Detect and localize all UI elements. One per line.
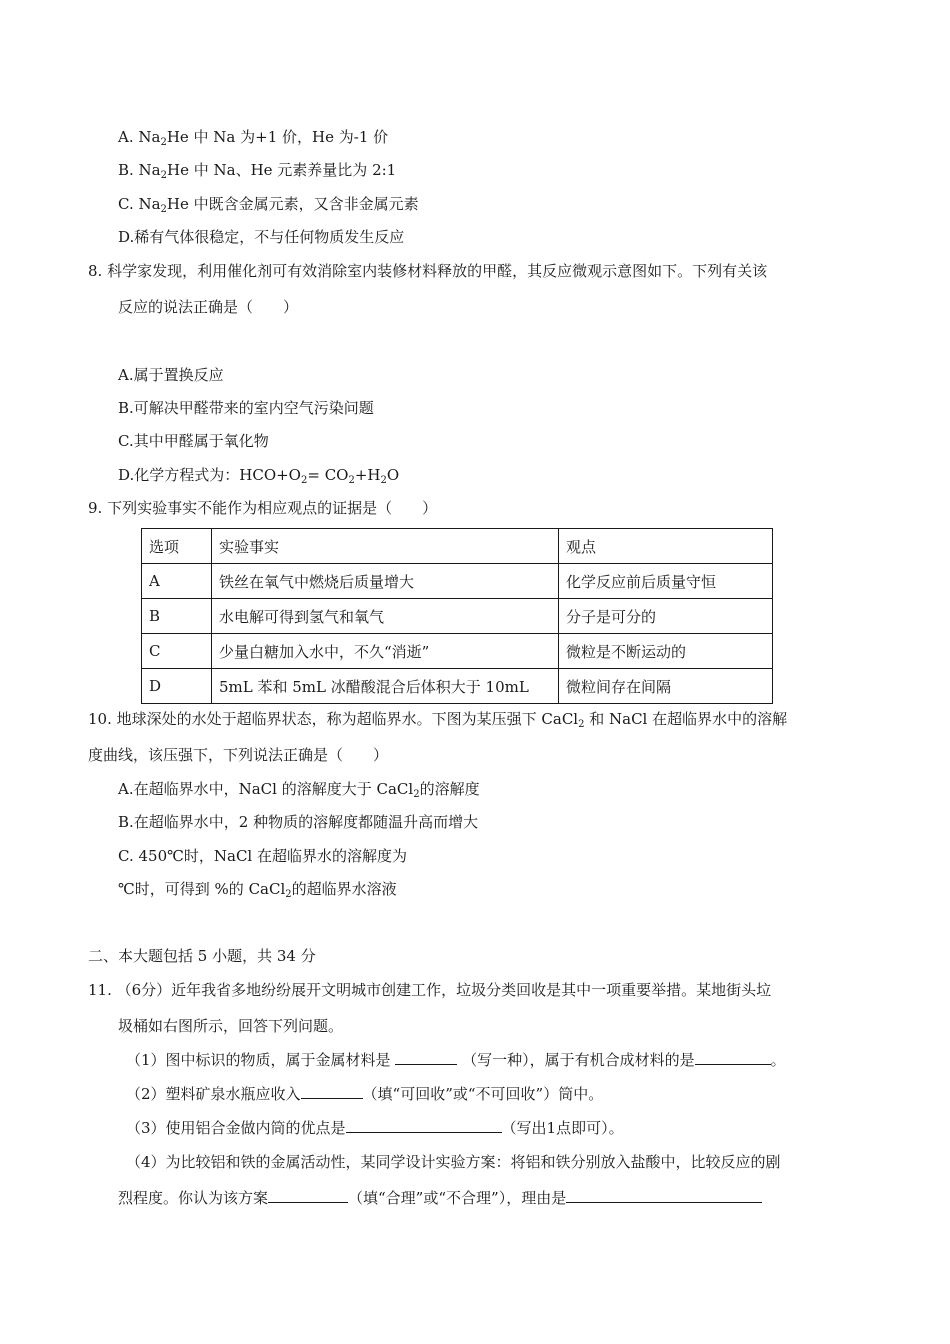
- q10-stem-line2: 度曲线，该压强下，下列说法正确是（ ）: [88, 746, 389, 764]
- q11-part4-line2: [118, 1188, 762, 1208]
- q11-part1-text-end: 。: [770, 1051, 786, 1069]
- q11-part2: [126, 1084, 603, 1104]
- q10-option-d-text: ℃时，可得到 %的 CaCl: [118, 880, 286, 898]
- q11-part4-text-mid: （填“合理”或“不合理”），理由是: [348, 1189, 567, 1207]
- table-cell: 铁丝在氧气中燃烧后质量增大: [212, 564, 559, 599]
- q7-option-c: [118, 194, 419, 214]
- q10-option-a-text: A.在超临界水中，NaCl 的溶解度大于 CaCl: [118, 780, 414, 798]
- equation-part: O: [386, 466, 400, 484]
- q11-part4-line1: （4）为比较铝和铁的金属活动性，某同学设计实验方案：将铝和铁分别放入盐酸中，比较反应的剧: [126, 1153, 781, 1171]
- subscript: 2: [160, 137, 167, 148]
- q7-option-a-text-end: He 中 Na 为+1 价，He 为-1 价: [166, 128, 389, 146]
- q10-option-d: [118, 879, 397, 899]
- q7-option-b-text-end: He 中 Na、He 元素养量比为 2:1: [167, 161, 397, 179]
- table-row: [142, 599, 773, 634]
- section-title: 二、本大题包括 5 小题，共 34 分: [88, 947, 316, 965]
- q11-stem-line1: 11. （6分）近年我省多地纷纷展开文明城市创建工作，垃圾分类回收是其中一项重要举措。某地街头垃: [88, 981, 772, 999]
- table-header-row: [142, 529, 773, 564]
- q11-part3: [126, 1118, 624, 1138]
- q7-option-a-text: A. Na: [118, 128, 161, 146]
- q11-part3-text-end: （写出1点即可）。: [501, 1119, 624, 1137]
- subscript: 2: [160, 170, 168, 181]
- q10-stem-line1: [88, 709, 787, 729]
- q8-stem-line1: 8. 科学家发现，利用催化剂可有效消除室内装修材料释放的甲醛，其反应微观示意图如下。下列有关该: [88, 262, 768, 280]
- q7-option-b: [118, 160, 396, 180]
- subscript: 2: [300, 475, 308, 486]
- q11-part1-text-mid: （写一种），属于有机合成材料的是: [457, 1051, 695, 1069]
- q8-option-a: A.属于置换反应: [118, 366, 224, 384]
- subscript: 2: [413, 789, 420, 800]
- table-cell: C: [142, 634, 212, 669]
- subscript: 2: [380, 475, 387, 486]
- q11-part2-text: （2）塑料矿泉水瓶应收入: [126, 1085, 301, 1103]
- q7-option-c-text-end: He 中既含金属元素，又含非金属元素: [166, 195, 419, 213]
- equation-part: +H: [354, 466, 381, 484]
- table-cell: 分子是可分的: [559, 599, 773, 634]
- subscript: 2: [160, 204, 167, 215]
- answer-blank[interactable]: [566, 1188, 762, 1203]
- q8-option-c: C.其中甲醛属于氧化物: [118, 432, 269, 450]
- answer-blank[interactable]: [346, 1118, 502, 1133]
- q10-stem-text: 10. 地球深处的水处于超临界状态，称为超临界水。下图为某压强下 CaCl: [88, 710, 579, 728]
- table-row: [142, 564, 773, 599]
- table-row: [142, 634, 773, 669]
- table-cell: 微粒是不断运动的: [559, 634, 773, 669]
- answer-blank[interactable]: [395, 1050, 457, 1065]
- q7-option-a: [118, 127, 388, 147]
- table-header-cell: 实验事实: [212, 529, 559, 564]
- q11-stem-line2: 圾桶如右图所示，回答下列问题。: [118, 1017, 344, 1035]
- q8-stem-line2: 反应的说法正确是（ ）: [118, 298, 299, 316]
- q9-stem: 9. 下列实验事实不能作为相应观点的证据是（ ）: [88, 499, 438, 517]
- q10-option-a: [118, 779, 480, 799]
- q7-option-c-text: C. Na: [118, 195, 161, 213]
- table-cell: 化学反应前后质量守恒: [559, 564, 773, 599]
- table-header-cell: 选项: [142, 529, 212, 564]
- q11-part4-text: 烈程度。你认为该方案: [118, 1189, 269, 1207]
- q7-option-b-text: B. Na: [118, 161, 161, 179]
- q9-table: [141, 528, 773, 704]
- q8-option-b: B.可解决甲醛带来的室内空气污染问题: [118, 399, 374, 417]
- q10-option-c: C. 450℃时，NaCl 在超临界水的溶解度为: [118, 847, 408, 865]
- table-cell: 水电解可得到氢气和氧气: [212, 599, 559, 634]
- table-cell: B: [142, 599, 212, 634]
- q11-part1-text: （1）图中标识的物质，属于金属材料是: [126, 1051, 396, 1069]
- subscript: 2: [285, 889, 292, 900]
- table-cell: D: [142, 669, 212, 704]
- table-row: [142, 669, 773, 704]
- q11-part3-text: （3）使用铝合金做内筒的优点是: [126, 1119, 346, 1137]
- table-header-cell: 观点: [559, 529, 773, 564]
- q10-option-b: B.在超临界水中，2 种物质的溶解度都随温升高而增大: [118, 813, 479, 831]
- table-cell: A: [142, 564, 212, 599]
- table-cell: 微粒间存在间隔: [559, 669, 773, 704]
- q8-option-d: [118, 465, 399, 485]
- q10-option-d-text-end: 的超临界水溶液: [291, 880, 397, 898]
- q7-option-d: D.稀有气体很稳定，不与任何物质发生反应: [118, 228, 405, 246]
- q11-part2-text-end: （填“可回收”或“不可回收”）筒中。: [362, 1085, 604, 1103]
- subscript: 2: [578, 719, 585, 730]
- table-cell: 少量白糖加入水中，不久“消逝”: [212, 634, 559, 669]
- equation-part: = CO: [307, 466, 349, 484]
- subscript: 2: [348, 475, 355, 486]
- q10-option-a-text-end: 的溶解度: [419, 780, 480, 798]
- q10-stem-text-end: 和 NaCl 在超临界水中的溶解: [584, 710, 788, 728]
- equation-part: D.化学方程式为：HCO+O: [118, 466, 301, 484]
- table-cell: 5mL 苯和 5mL 冰醋酸混合后体积大于 10mL: [212, 669, 559, 704]
- answer-blank[interactable]: [268, 1188, 348, 1203]
- q11-part1: [126, 1050, 786, 1070]
- answer-blank[interactable]: [301, 1084, 363, 1099]
- answer-blank[interactable]: [695, 1050, 771, 1065]
